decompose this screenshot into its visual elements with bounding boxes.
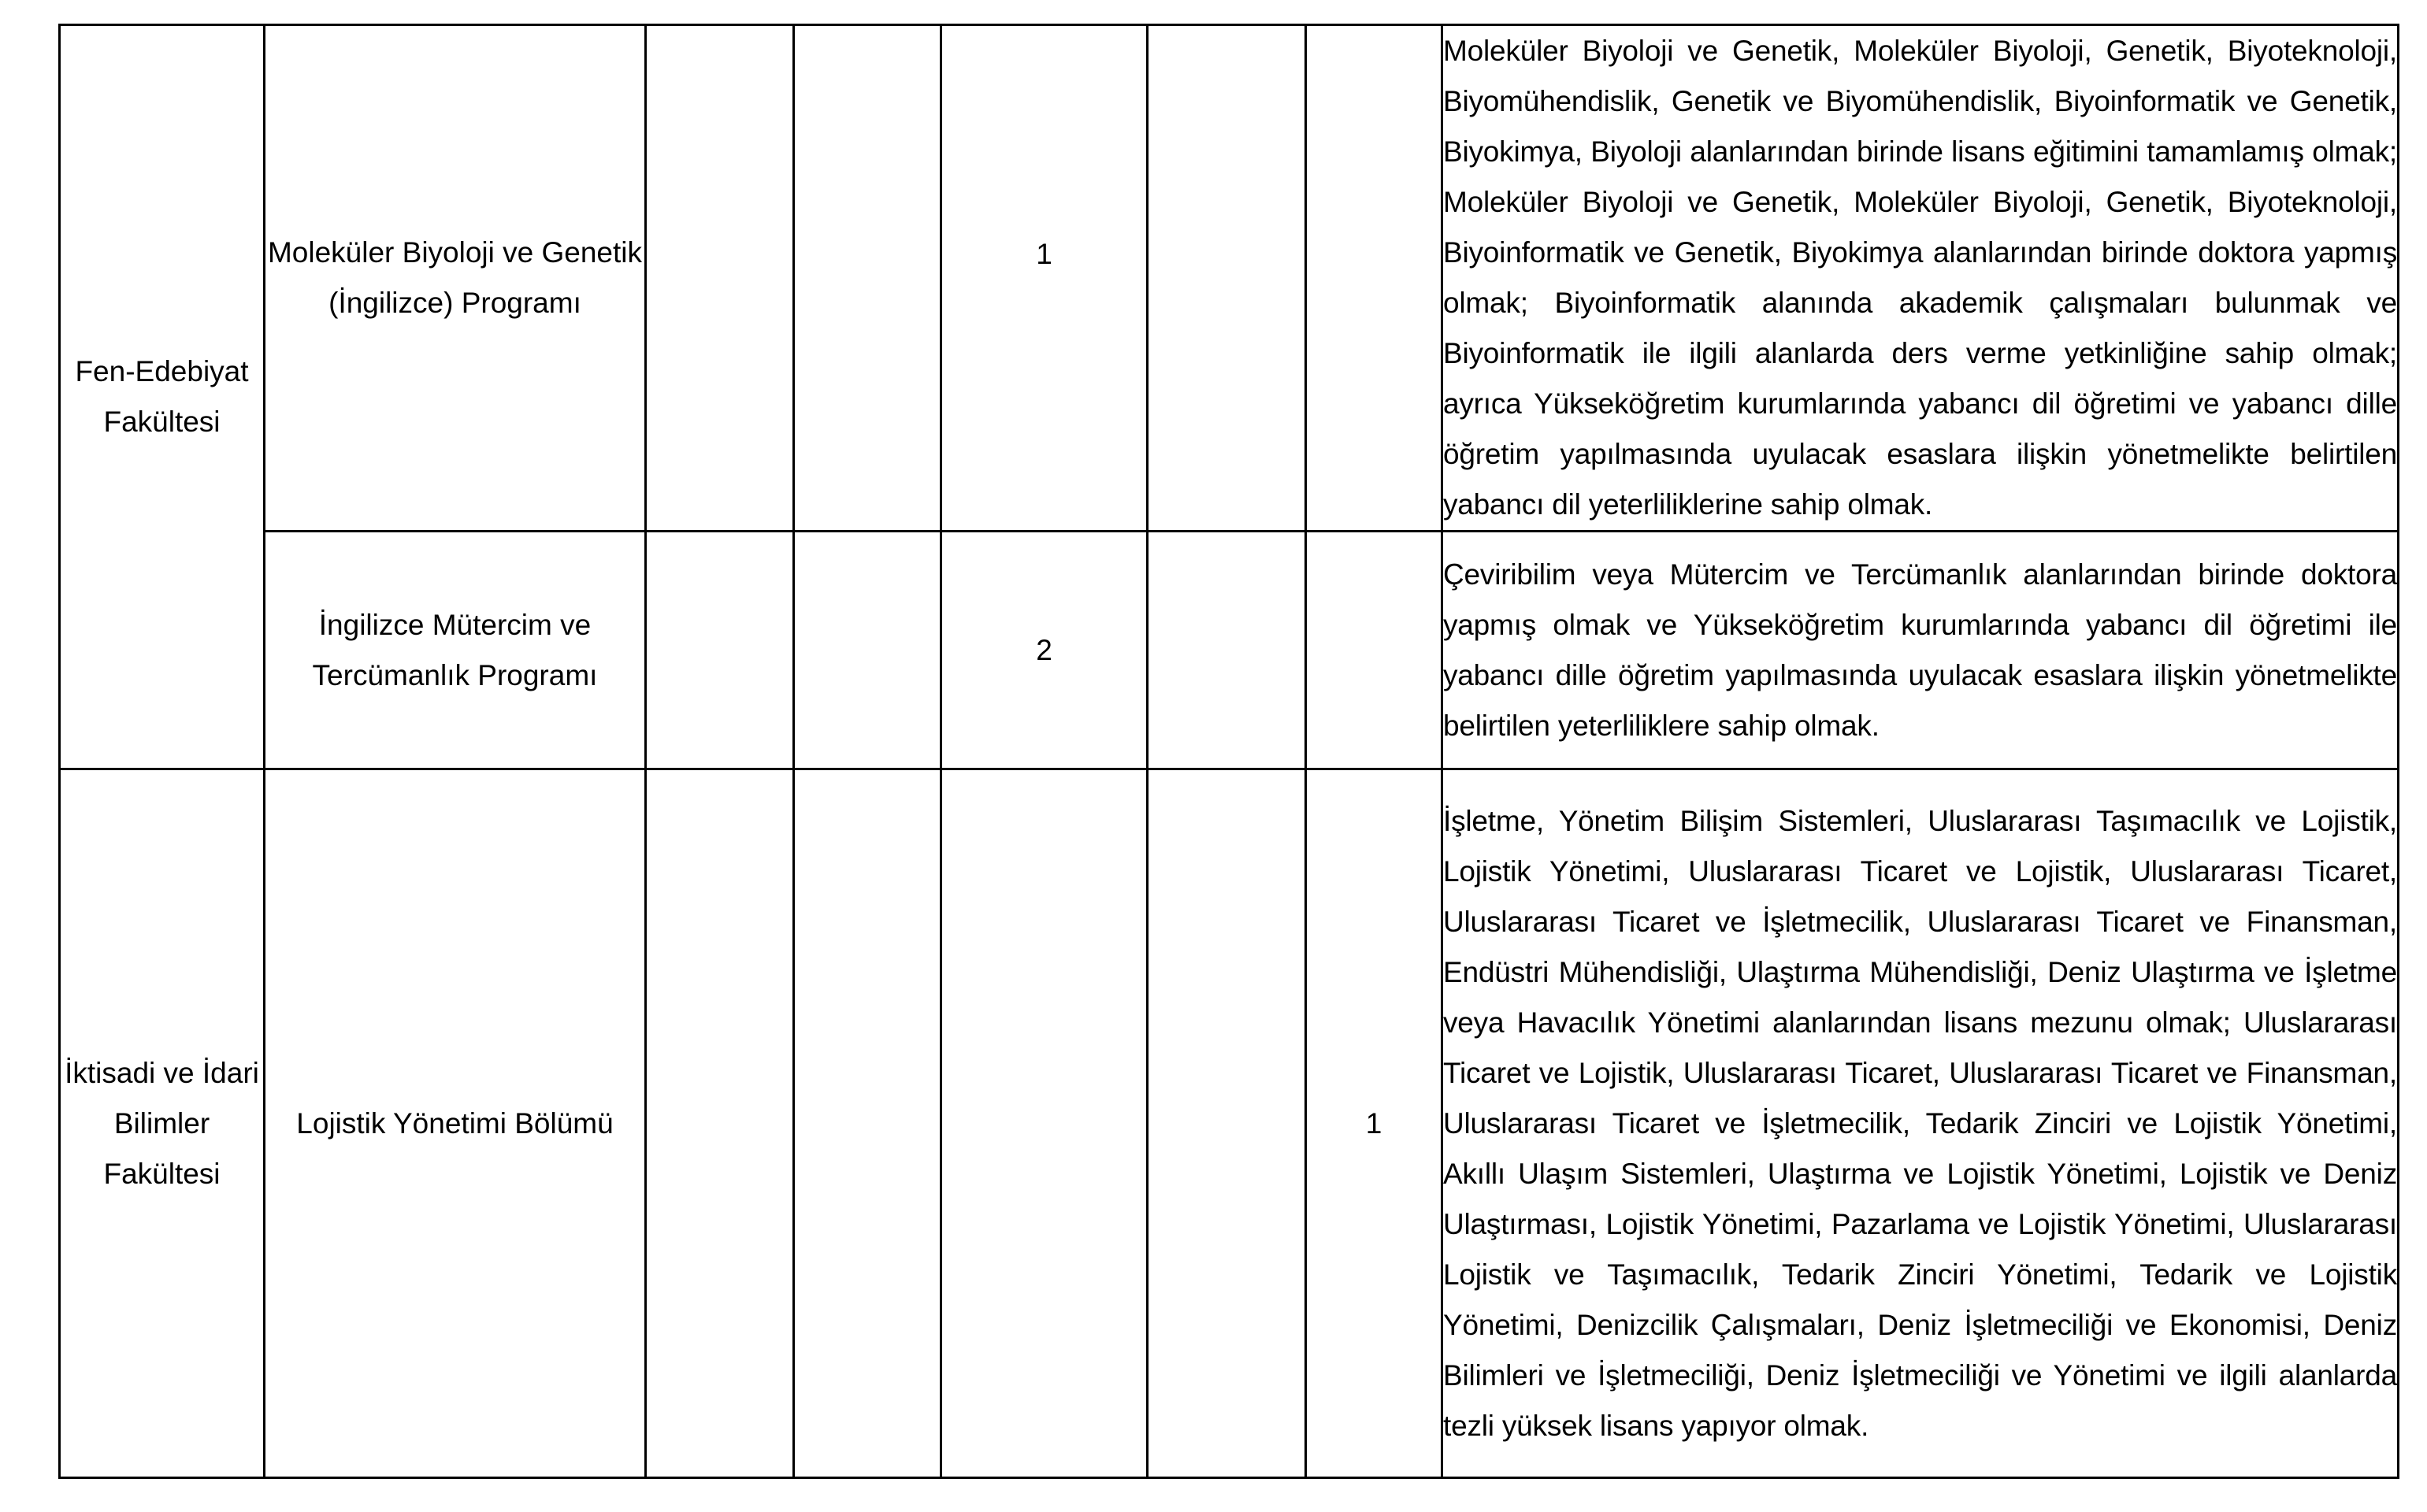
academic-staff-table	[58, 24, 2399, 1479]
count-cell-ogr-gorevlisi	[1148, 769, 1306, 1478]
faculty-cell: İktisadi ve İdari Bilimler Fakültesi	[60, 769, 265, 1478]
program-cell: İngilizce Mütercim ve Tercümanlık Programı	[265, 532, 646, 769]
count-cell-profesor	[646, 769, 794, 1478]
count-cell-arastirma-gorevlisi	[1306, 532, 1442, 769]
count-cell-profesor	[646, 25, 794, 532]
table-row	[60, 25, 2399, 532]
table-row	[60, 769, 2399, 1478]
faculty-cell: Fen-Edebiyat Fakültesi	[60, 25, 265, 769]
count-cell-docent	[794, 769, 941, 1478]
count-cell-dr-ogr-uyesi	[941, 25, 1148, 532]
count-cell-dr-ogr-uyesi	[941, 769, 1148, 1478]
requirements-cell: Moleküler Biyoloji ve Genetik, Moleküler Biyoloji, Genetik, Biyoteknoloji, Biyomühendislik, Genetik ve Biyomühendislik, Biyoinformatik ve Genetik, Biyokimya, Biyoloji alanlarından birinde lisans eğitimini tamamlamış olmak; Moleküler Biyoloji ve Genetik, Moleküler Biyoloji, Genetik, Biyoteknoloji, Biyoinformatik ve Genetik, Biyokimya alanlarından birinde doktora yapmış olmak; Biyoinformatik alanında akademik çalışmaları bulunmak ve Biyoinformatik ile ilgili alanlarda ders verme yetkinliğine sahip olmak; ayrıca Yükseköğretim kurumlarında yabancı dil öğretimi ve yabancı dille öğretim yapılmasında uyulacak esaslara ilişkin yönetmelikte belirtilen yabancı dil yeterliliklerine sahip olmak.	[1442, 25, 2399, 532]
count-cell-docent	[794, 532, 941, 769]
count-cell-arastirma-gorevlisi: 1	[1306, 769, 1442, 1478]
program-cell: Lojistik Yönetimi Bölümü	[265, 769, 646, 1478]
count-value: 1	[1036, 238, 1052, 270]
requirements-cell: Çeviribilim veya Mütercim ve Tercümanlık alanlarından birinde doktora yapmış olmak ve Yükseköğretim kurumlarında yabancı dil öğretimi ile yabancı dille öğretim yapılmasında uyulacak esaslara ilişkin yönetmelikte belirtilen yeterliliklere sahip olmak.	[1442, 532, 2399, 769]
table-row	[60, 532, 2399, 769]
requirements-cell: İşletme, Yönetim Bilişim Sistemleri, Uluslararası Taşımacılık ve Lojistik, Lojistik Yönetimi, Uluslararası Ticaret ve Lojistik, Uluslararası Ticaret, Uluslararası Ticaret ve İşletmecilik, Uluslararası Ticaret ve Finansman, Endüstri Mühendisliği, Ulaştırma Mühendisliği, Deniz Ulaştırma ve İşletme veya Havacılık Yönetimi alanlarından lisans mezunu olmak; Uluslararası Ticaret ve Lojistik, Uluslararası Ticaret, Uluslararası Ticaret ve Finansman, Uluslararası Ticaret ve İşletmecilik, Tedarik Zinciri ve Lojistik Yönetimi, Akıllı Ulaşım Sistemleri, Ulaştırma ve Lojistik Yönetimi, Lojistik ve Deniz Ulaştırması, Lojistik Yönetimi, Pazarlama ve Lojistik Yönetimi, Uluslararası Lojistik ve Taşımacılık, Tedarik Zinciri Yönetimi, Tedarik ve Lojistik Yönetimi, Denizcilik Çalışmaları, Deniz İşletmeciliği ve Ekonomisi, Deniz Bilimleri ve İşletmeciliği, Deniz İşletmeciliği ve Yönetimi ve ilgili alanlarda tezli yüksek lisans yapıyor olmak.	[1442, 769, 2399, 1478]
count-cell-ogr-gorevlisi	[1148, 25, 1306, 532]
count-cell-dr-ogr-uyesi: 2	[941, 532, 1148, 769]
count-cell-profesor	[646, 532, 794, 769]
count-cell-docent	[794, 25, 941, 532]
program-cell: Moleküler Biyoloji ve Genetik (İngilizce) Programı	[265, 25, 646, 532]
count-cell-ogr-gorevlisi	[1148, 532, 1306, 769]
count-cell-arastirma-gorevlisi	[1306, 25, 1442, 532]
